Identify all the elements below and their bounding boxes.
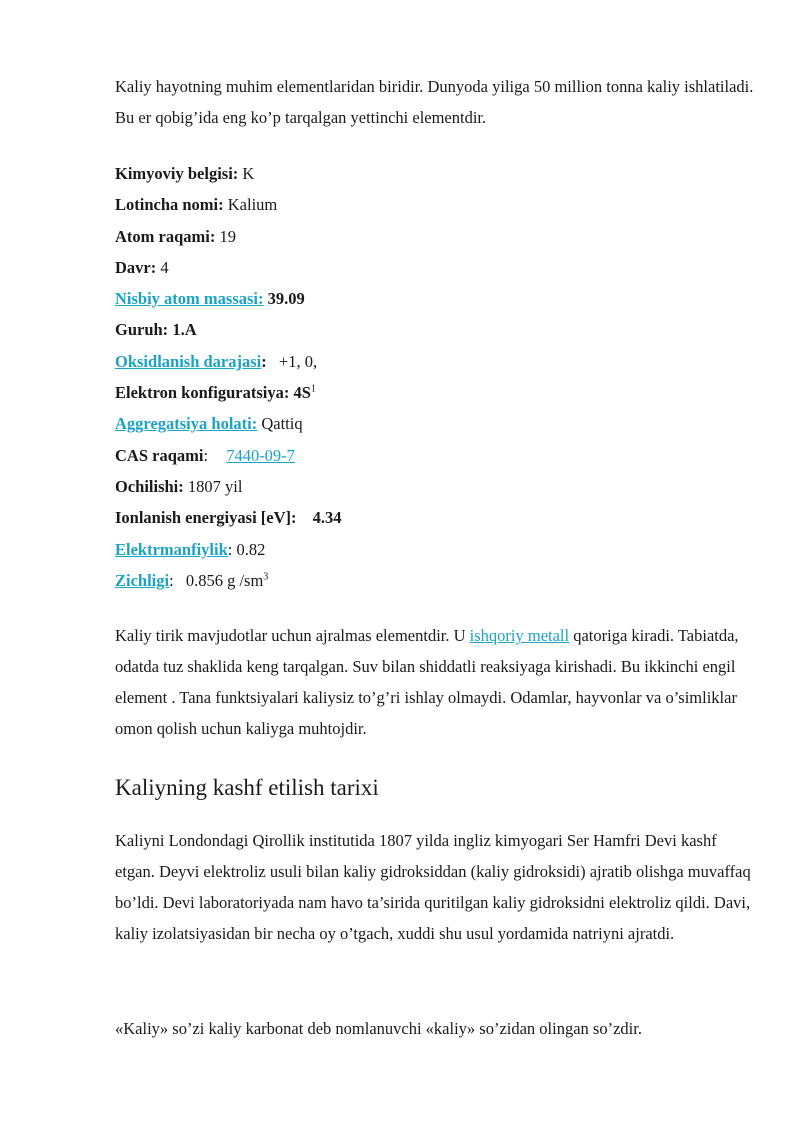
prop-oxidation [115, 346, 755, 377]
prop-label: Lotincha nomi: [115, 195, 224, 215]
prop-superscript: 1 [310, 383, 316, 395]
prop-value: +1, 0, [278, 351, 318, 371]
prop-electronegativity [115, 534, 755, 565]
prop-ionization [115, 502, 755, 533]
properties-list [115, 158, 755, 596]
prop-label: Ionlanish energiyasi [eV]: [115, 508, 297, 528]
prop-label: Elektron konfiguratsiya: [115, 383, 290, 403]
section-title: Kaliyning kashf etilish tarixi [115, 775, 379, 800]
history-paragraph: Kaliyni Londondagi Qirollik institutida 1807 yilda ingliz kimyogari Ser Hamfri Devi kashf etgan. Deyvi elektroliz usuli bilan kaliy gidroksiddan (kaliy gidroksidi) ajratib olishga muvaffaq bo’ldi. Devi laboratoriyada nam havo ta’sirida quritilgan kaliy gidroksidni elektroliz qildi. Davi, kaliy izolatsiyasidan bir necha oy o’tgach, xuddi shu usul yordamida natriyni ajratdi. [115, 831, 751, 943]
alkali-metal-link[interactable]: ishqoriy metall [469, 626, 570, 645]
prop-value: 0.82 [236, 539, 266, 559]
prop-period [115, 252, 755, 283]
prop-label: CAS raqami [115, 445, 204, 465]
prop-value: 4 [160, 257, 169, 277]
prop-value: 19 [219, 226, 236, 246]
prop-atomic-mass [115, 283, 755, 314]
electronegativity-link[interactable]: Elektrmanfiylik [115, 539, 228, 559]
etymology-paragraph: «Kaliy» so’zi kaliy karbonat deb nomlanuvchi «kaliy» so’zidan olingan so’zdir. [115, 1019, 642, 1038]
prop-cas [115, 440, 755, 471]
prop-density [115, 565, 755, 596]
prop-group [115, 314, 755, 345]
prop-label: Ochilishi: [115, 476, 184, 496]
state-link[interactable]: Aggregatsiya holati: [115, 414, 258, 434]
prop-colon: : [261, 351, 267, 371]
prop-colon: : [203, 445, 209, 465]
atomic-mass-link[interactable]: Nisbiy atom massasi: [115, 289, 264, 309]
description-paragraph [115, 620, 755, 744]
prop-value: 4S [293, 383, 311, 403]
para2-text-after: qatoriga kiradi. Tabiatda, odatda tuz shaklida keng tarqalgan. Suv bilan shiddatli reaksiyaga kirishadi. Bu ikkinchi engil element . Tana funktsiyalari kaliysiz to’g’ri ishlay olmaydi. Odamlar, hayvonlar va o’simliklar omon qolish uchun kaliyga muhtojdir. [115, 626, 739, 738]
prop-electron-config [115, 377, 755, 408]
prop-state [115, 408, 755, 439]
prop-colon: : [227, 539, 233, 559]
prop-value: 1.A [172, 320, 197, 340]
prop-value: 1807 yil [187, 476, 243, 496]
para2-text-before: Kaliy tirik mavjudotlar uchun ajralmas elementdir. U [115, 626, 470, 645]
prop-atomic-number [115, 221, 755, 252]
oxidation-link[interactable]: Oksidlanish darajasi [115, 351, 262, 371]
prop-label: Kimyoviy belgisi: [115, 164, 239, 183]
prop-superscript: 3 [263, 571, 269, 583]
prop-label: Atom raqami: [115, 226, 216, 246]
prop-latin-name [115, 189, 755, 220]
cas-link[interactable]: 7440-09-7 [226, 445, 295, 465]
prop-symbol [115, 158, 755, 189]
prop-value: 4.34 [312, 508, 342, 528]
prop-value: 39.09 [267, 289, 305, 309]
prop-value: 0.856 g /sm [185, 570, 264, 590]
prop-value: K [242, 164, 255, 183]
intro-paragraph: Kaliy hayotning muhim elementlaridan biridir. Dunyoda yiligа 50 million tonna kaliy ishlatiladi. Bu er qobig’ida eng ko’p tarqalgan yettinchi elementdir. [115, 77, 754, 127]
prop-label: Guruh: [115, 320, 169, 340]
prop-value: Kalium [227, 195, 278, 215]
prop-label: Davr: [115, 257, 157, 277]
density-link[interactable]: Zichligi [115, 570, 170, 590]
prop-colon: : [169, 570, 174, 590]
prop-discovery [115, 471, 755, 502]
prop-value: Qattiq [261, 414, 303, 434]
